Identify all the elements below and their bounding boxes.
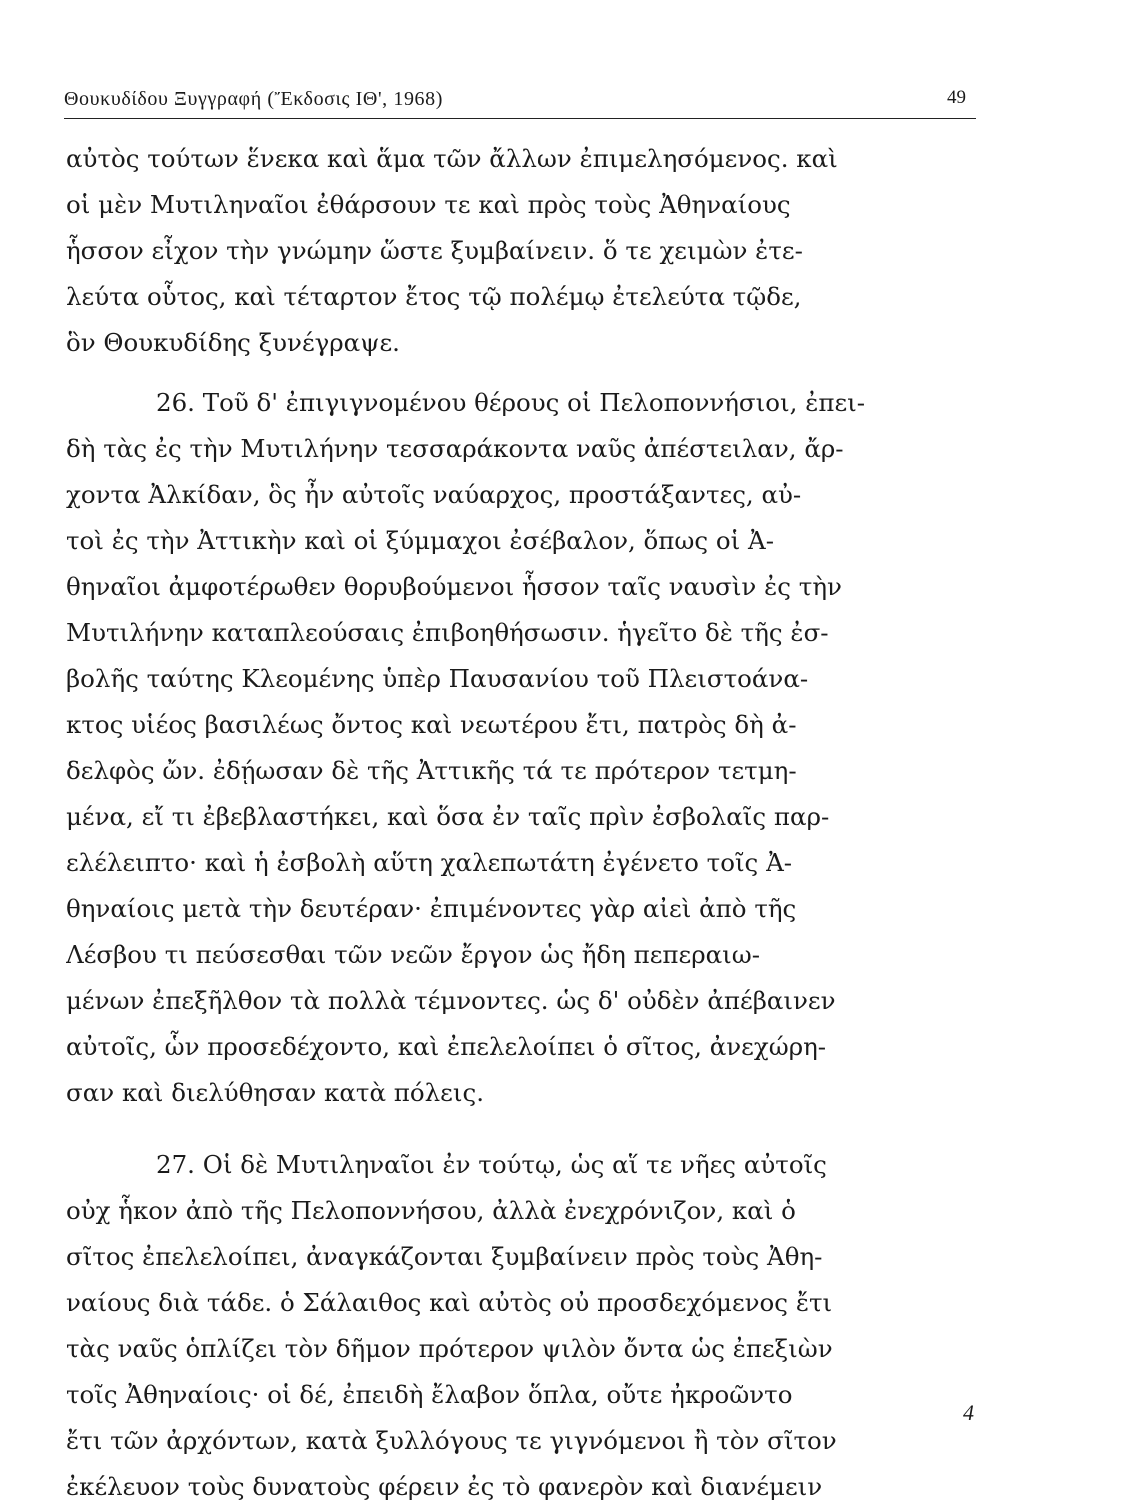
paragraph-26 bbox=[66, 380, 976, 1116]
text-line: Μυτιλήνην καταπλεούσαις ἐπιβοηθήσωσιν. ἡγεῖτο δὲ τῆς ἐσ- bbox=[66, 618, 829, 647]
text-line: 26. Τοῦ δ' ἐπιγιγνομένου θέρους οἱ Πελοποννήσιοι, ἐπει- bbox=[156, 388, 866, 417]
text-line: οὐχ ἧκον ἀπὸ τῆς Πελοποννήσου, ἀλλὰ ἐνεχρόνιζον, καὶ ὁ bbox=[66, 1196, 796, 1225]
text-line: τοῖς Ἀθηναίοις· οἱ δέ, ἐπειδὴ ἔλαβον ὅπλα, οὔτε ἠκροῶντο bbox=[66, 1380, 793, 1409]
running-header bbox=[64, 82, 976, 119]
text-line: αὐτοῖς, ὧν προσεδέχοντο, καὶ ἐπελελοίπει ὁ σῖτος, ἀνεχώρη- bbox=[66, 1032, 827, 1061]
text-line: ἐκέλευον τοὺς δυνατοὺς φέρειν ἐς τὸ φανερὸν καὶ διανέμειν bbox=[66, 1472, 823, 1501]
page-number: 49 bbox=[947, 87, 966, 108]
text-line: θηναίοις μετὰ τὴν δευτέραν· ἐπιμένοντες γὰρ αἰεὶ ἀπὸ τῆς bbox=[66, 894, 797, 923]
text-line: δὴ τὰς ἐς τὴν Μυτιλήνην τεσσαράκοντα ναῦς ἀπέστειλαν, ἄρ- bbox=[66, 434, 844, 463]
text-line: μένα, εἴ τι ἐβεβλαστήκει, καὶ ὅσα ἐν ταῖς πρὶν ἐσβολαῖς παρ- bbox=[66, 802, 830, 831]
text-line: χοντα Ἀλκίδαν, ὃς ἦν αὐτοῖς ναύαρχος, προστάξαντες, αὐ- bbox=[66, 480, 802, 509]
text-line: ελέλειπτο· καὶ ἡ ἐσβολὴ αὕτη χαλεπωτάτη ἐγένετο τοῖς Ἀ- bbox=[66, 848, 793, 877]
text-line: μένων ἐπεξῆλθον τὰ πολλὰ τέμνοντες. ὡς δ' οὐδὲν ἀπέβαινεν bbox=[66, 986, 836, 1015]
header-title: Θουκυδίδου Ξυγγραφή (Ἔκδοσις ΙΘ', 1968) bbox=[64, 88, 444, 110]
signature-mark: 4 bbox=[963, 1400, 974, 1425]
text-line: ναίους διὰ τάδε. ὁ Σάλαιθος καὶ αὐτὸς οὐ προσδεχόμενος ἔτι bbox=[66, 1288, 833, 1317]
text-line: βολῆς ταύτης Κλεομένης ὑπὲρ Παυσανίου τοῦ Πλειστοάνα- bbox=[66, 664, 809, 693]
text-line: αὐτὸς τούτων ἕνεκα καὶ ἅμα τῶν ἄλλων ἐπιμελησόμενος. καὶ bbox=[66, 144, 838, 173]
text-line: Λέσβου τι πεύσεσθαι τῶν νεῶν ἔργον ὡς ἤδη πεπεραιω- bbox=[66, 940, 761, 969]
text-line: οἱ μὲν Μυτιληναῖοι ἐθάρσουν τε καὶ πρὸς τοὺς Ἀθηναίους bbox=[66, 190, 791, 219]
text-line: ὃν Θουκυδίδης ξυνέγραψε. bbox=[66, 328, 400, 357]
body-text bbox=[66, 136, 976, 1510]
text-line: ἔτι τῶν ἀρχόντων, κατὰ ξυλλόγους τε γιγνόμενοι ἢ τὸν σῖτον bbox=[66, 1426, 837, 1455]
text-line: λεύτα οὗτος, καὶ τέταρτον ἔτος τῷ πολέμῳ ἐτελεύτα τῷδε, bbox=[66, 282, 802, 311]
text-line: θηναῖοι ἀμφοτέρωθεν θορυβούμενοι ἧσσον ταῖς ναυσὶν ἐς τὴν bbox=[66, 572, 842, 601]
text-line: 27. Οἱ δὲ Μυτιληναῖοι ἐν τούτῳ, ὡς αἵ τε νῆες αὐτοῖς bbox=[156, 1150, 827, 1179]
text-line: κτος υἱέος βασιλέως ὄντος καὶ νεωτέρου ἔτι, πατρὸς δὴ ἀ- bbox=[66, 710, 797, 739]
text-line: δελφὸς ὤν. ἐδῄωσαν δὲ τῆς Ἀττικῆς τά τε πρότερον τετμη- bbox=[66, 756, 797, 785]
text-line: τὰς ναῦς ὁπλίζει τὸν δῆμον πρότερον ψιλὸν ὄντα ὡς ἐπεξιὼν bbox=[66, 1334, 833, 1363]
text-line: τοὶ ἐς τὴν Ἀττικὴν καὶ οἱ ξύμμαχοι ἐσέβαλον, ὅπως οἱ Ἀ- bbox=[66, 526, 774, 555]
paragraph-27 bbox=[66, 1142, 976, 1510]
text-line: σαν καὶ διελύθησαν κατὰ πόλεις. bbox=[66, 1078, 484, 1107]
paragraph-1 bbox=[66, 136, 976, 366]
text-line: σῖτος ἐπελελοίπει, ἀναγκάζονται ξυμβαίνειν πρὸς τοὺς Ἀθη- bbox=[66, 1242, 823, 1271]
text-line: ἧσσον εἶχον τὴν γνώμην ὥστε ξυμβαίνειν. ὅ τε χειμὼν ἐτε- bbox=[66, 236, 803, 265]
